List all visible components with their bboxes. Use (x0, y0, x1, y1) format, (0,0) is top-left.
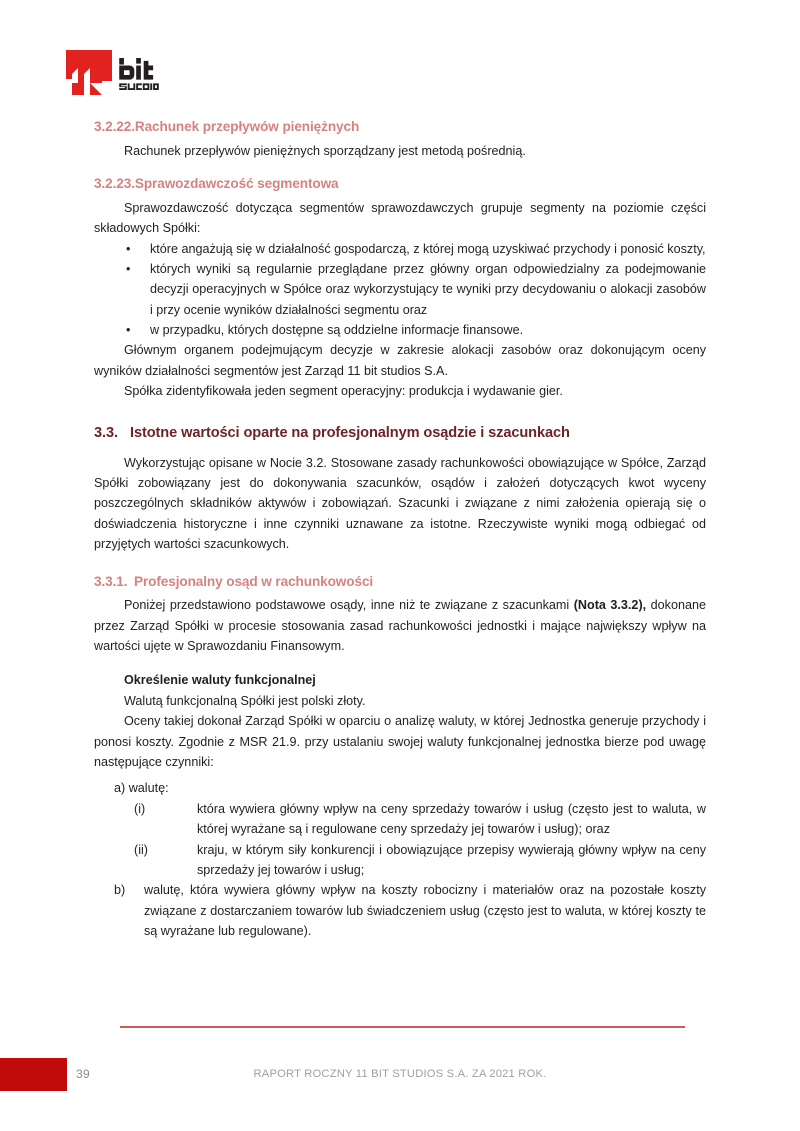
note-reference: (Nota 3.3.2), (573, 598, 647, 613)
page-number: 39 (76, 1067, 90, 1081)
paragraph-currency-assessment: Oceny takiej dokonał Zarząd Spółki w oparciu o analizę waluty, w której Jednostka generuje przychody i ponosi koszty. Zgodnie z MSR 21.9. przy ustalaniu swojej waluty funkcjonalnej jednostka bierze pod uwagę następujące czynniki: (94, 714, 706, 769)
list-item: • których wyniki są regularnie przeglądane przez główny organ odpowiedzialny za podejmowanie decyzji operacyjnych w Spółce oraz wykorzystujący te wyniki przy decydowaniu o alokacji zasobów i przy ocenie wyników działalności segmentu oraz (94, 259, 706, 320)
paragraph-3-3-1 (94, 595, 706, 656)
list-marker-b: b) (114, 883, 126, 898)
list-item (94, 880, 706, 941)
heading-3-2-23 (94, 175, 706, 193)
footer-divider (120, 1026, 685, 1028)
bit-studios-wordmark-icon (119, 58, 159, 90)
subheading-functional-currency: Określenie waluty funkcjonalnej (124, 673, 316, 688)
heading-3-3-title: Istotne wartości oparte na profesjonalnym osądzie i szacunkach (130, 424, 570, 441)
list-item-a-text: walutę: (128, 781, 169, 796)
list-marker-roman-ii: (ii) (134, 842, 148, 857)
list-item: • które angażują się w działalność gospodarczą, z której mogą uzyskiwać przychody i ponosić koszty, (94, 239, 706, 259)
heading-3-3-1-title: Profesjonalny osąd w rachunkowości (134, 573, 374, 589)
heading-3-3 (94, 424, 706, 443)
paragraph-functional-currency: Walutą funkcjonalną Spółki jest polski złoty. (124, 693, 366, 708)
heading-3-2-23-number: 3.2.23. (94, 176, 135, 192)
paragraph-3-2-22: Rachunek przepływów pieniężnych sporządzany jest metodą pośrednią. (124, 143, 526, 158)
paragraph-3-3-1-part1: Poniżej przedstawiono podstawowe osądy, inne niż te związane z szacunkami (124, 598, 574, 613)
footer-report-title: RAPORT ROCZNY 11 BIT STUDIOS S.A. ZA 2021 ROK. (253, 1068, 547, 1080)
list-item (94, 799, 706, 840)
heading-3-2-23-title: Sprawozdawczość segmentowa (134, 176, 339, 192)
paragraph-main-decision-body: Głównym organem podejmującym decyzje w zakresie alokacji zasobów oraz dokonującym oceny wyników działalności segmentów jest Zarząd 11 bit studios S.A. (94, 343, 706, 378)
segment-criteria-list (94, 239, 706, 341)
heading-3-3-1-number: 3.3.1. (94, 573, 128, 589)
list-item: • w przypadku, których dostępne są oddzielne informacje finansowe. (94, 320, 706, 340)
list-item-a-label (94, 778, 706, 798)
paragraph-single-segment: Spółka zidentyfikowała jeden segment operacyjny: produkcja i wydawanie gier. (124, 384, 563, 399)
heading-3-2-22-title: Rachunek przepływów pieniężnych (134, 119, 360, 134)
list-item-roman-i-text: która wywiera główny wpływ na ceny sprzedaży towarów i usług (często jest to waluta, w której wyrażane są i regulowane ceny sprzedaży jej towarów i usług); oraz (197, 801, 706, 837)
paragraph-3-2-23-intro: Sprawozdawczość dotycząca segmentów sprawozdawczych grupuje segmenty na poziomie części składowych Spółki: (94, 200, 706, 236)
document-content (94, 118, 706, 941)
11-bit-studios-mark-icon (66, 50, 112, 95)
paragraph-3-3-1-part2: dokonane przez Zarząd Spółki w procesie stosowania zasad rachunkowości jednostki i mające największy wpływ na wartości ujęte w Sprawozdaniu Finansowym. (94, 598, 706, 654)
list-marker-roman-i: (i) (134, 801, 146, 816)
list-item-roman-ii-text: kraju, w którym siły konkurencji i obowiązujące przepisy wywierają główny wpływ na ceny sprzedaży jej towarów i usług; (197, 842, 706, 877)
list-item-b-text: walutę, która wywiera główny wpływ na koszty robocizny i materiałów oraz na pozostałe koszty związane z dostarczaniem towarów lub świadczeniem usług (często jest to waluta, w której koszty te są wyrażane lub regulowane). (144, 883, 706, 939)
heading-3-3-number: 3.3. (94, 424, 118, 441)
company-logo (66, 50, 156, 96)
paragraph-3-3: Wykorzystując opisane w Nocie 3.2. Stosowane zasady rachunkowości obowiązujące w Spółce, Zarząd Spółki zobowiązany jest do dokonywania szacunków, osądów i założeń dotyczących kwot wyceny poszczególnych składników aktywów i zobowiązań. Szacunki i związane z nimi założenia opierają się o doświadczenia historyczne i inne czynniki uznawane za istotne. Rzeczywiste wyniki mogą odbiegać od przyjętych wartości szacunkowych. (94, 455, 706, 552)
heading-3-2-22-number: 3.2.22. (94, 119, 135, 134)
heading-3-2-22 (94, 118, 706, 136)
heading-3-3-1 (94, 573, 706, 591)
list-item (94, 840, 706, 881)
list-marker-a: a) (114, 781, 126, 796)
